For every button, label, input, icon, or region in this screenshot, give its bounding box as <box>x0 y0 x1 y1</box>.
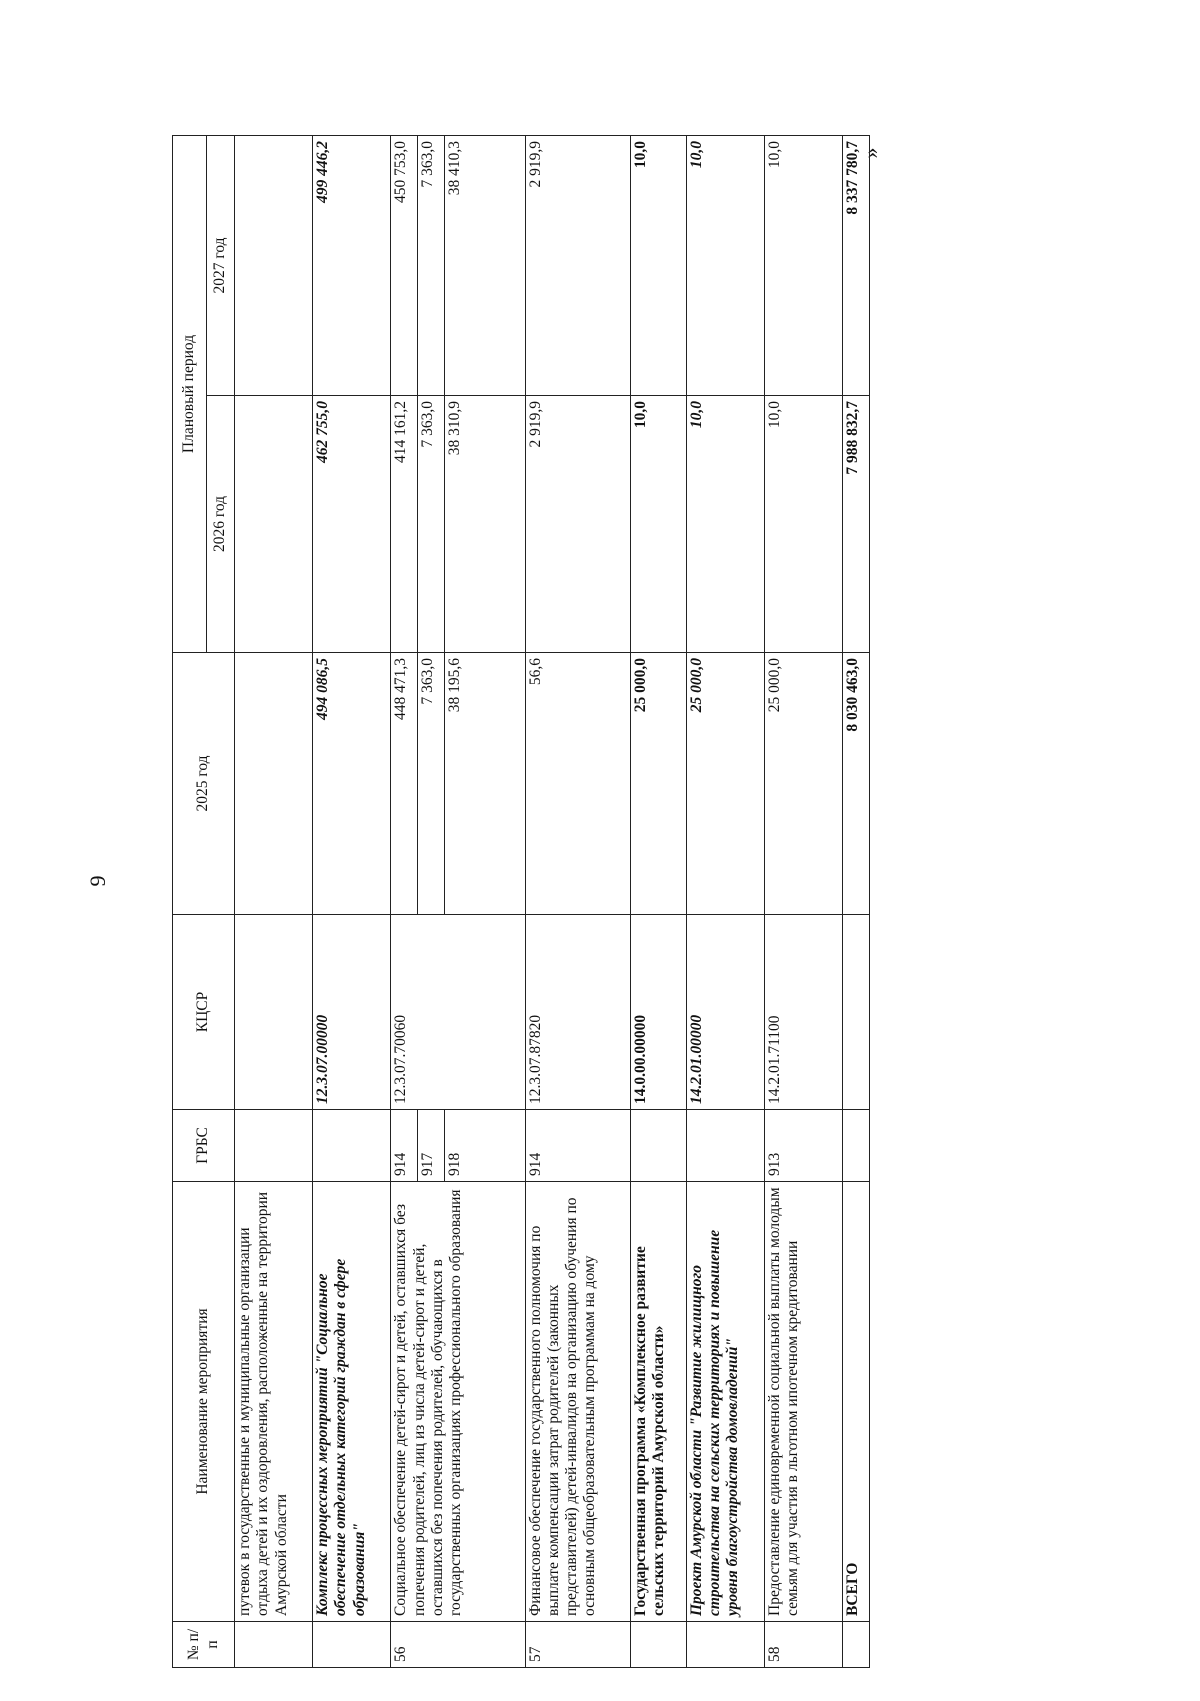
table-row <box>686 135 764 1667</box>
row-2025: 8 030 463,0 <box>843 653 870 915</box>
row-name: ВСЕГО <box>843 1182 870 1622</box>
row-2027: 10,0 <box>630 135 686 395</box>
row-name: Финансовое обеспечение государственного полномочия по выплате компенсации затрат родителей (законных представителей) детей-инвалидов на организацию обучения по основным общеобразовательным программам на дому <box>525 1182 630 1622</box>
row-name: Государственная программа «Комплексное развитие сельских территорий Амурской области» <box>630 1182 686 1622</box>
row-2026: 10,0 <box>686 396 764 653</box>
row-no: 56 <box>391 1622 525 1668</box>
row-2025: 38 195,6 <box>445 653 526 915</box>
row-grbs <box>686 1110 764 1182</box>
row-2025: 7 363,0 <box>418 653 445 915</box>
row-2025: 448 471,3 <box>391 653 418 915</box>
row-name: Комплекс процессных мероприятий "Социальное обеспечение отдельных категорий граждан в сфере образования" <box>313 1182 391 1622</box>
row-grbs <box>235 1110 313 1182</box>
header-name: Наименование мероприятия <box>173 1182 235 1622</box>
row-no <box>843 1622 870 1668</box>
row-kcsr: 12.3.07.00000 <box>313 915 391 1110</box>
table-row <box>764 135 842 1667</box>
budget-table <box>172 135 870 1668</box>
row-name: Проект Амурской области "Развитие жилищного строительства на сельских территориях и повышение уровня благоустройства домовладений" <box>686 1182 764 1622</box>
row-2026: 10,0 <box>764 396 842 653</box>
table-row <box>313 135 391 1667</box>
row-2025: 56,6 <box>525 653 630 915</box>
row-name: Социальное обеспечение детей-сирот и детей, оставшихся без попечения родителей, лиц из числа детей-сирот и детей, оставшихся без попечения родителей, обучающихся в государственных организациях профессионального образования <box>391 1182 525 1622</box>
row-grbs <box>630 1110 686 1182</box>
row-name: Предоставление единовременной социальной выплаты молодым семьям для участия в льготном ипотечном кредитовании <box>764 1182 842 1622</box>
row-2027: 2 919,9 <box>525 135 630 395</box>
row-2025: 494 086,5 <box>313 653 391 915</box>
row-2026: 10,0 <box>630 396 686 653</box>
row-grbs: 914 <box>525 1110 630 1182</box>
row-kcsr: 14.0.00.00000 <box>630 915 686 1110</box>
row-grbs: 917 <box>418 1110 445 1182</box>
header-plan-period: Плановый период <box>173 135 207 652</box>
row-2025 <box>235 653 313 915</box>
row-2027: 450 753,0 <box>391 135 418 395</box>
header-grbs: ГРБС <box>173 1110 235 1182</box>
row-kcsr: 14.2.01.00000 <box>686 915 764 1110</box>
table-row <box>391 135 418 1667</box>
row-kcsr <box>235 915 313 1110</box>
row-2025: 25 000,0 <box>630 653 686 915</box>
header-kcsr: КЦСР <box>173 915 235 1110</box>
row-grbs <box>313 1110 391 1182</box>
row-2027: 7 363,0 <box>418 135 445 395</box>
row-no: 58 <box>764 1622 842 1668</box>
row-2025: 25 000,0 <box>764 653 842 915</box>
header-2026: 2026 год <box>207 396 235 653</box>
row-2025: 25 000,0 <box>686 653 764 915</box>
row-no <box>313 1622 391 1668</box>
row-2027: 499 446,2 <box>313 135 391 395</box>
row-name: путевок в государственные и муниципальные организации отдыха детей и их оздоровления, расположенные на территории Амурской области <box>235 1182 313 1622</box>
row-kcsr: 14.2.01.71100 <box>764 915 842 1110</box>
table-row <box>525 135 630 1667</box>
row-kcsr: 12.3.07.70060 <box>391 915 525 1110</box>
row-2027: 10,0 <box>764 135 842 395</box>
row-2026: 7 988 832,7 <box>843 396 870 653</box>
row-2026: 2 919,9 <box>525 396 630 653</box>
header-no: № п/п <box>173 1622 235 1668</box>
row-2027 <box>235 135 313 395</box>
row-2026: 462 755,0 <box>313 396 391 653</box>
row-2026: 7 363,0 <box>418 396 445 653</box>
row-grbs: 918 <box>445 1110 526 1182</box>
row-2027: 10,0 <box>686 135 764 395</box>
row-kcsr: 12.3.07.87820 <box>525 915 630 1110</box>
row-2026 <box>235 396 313 653</box>
row-grbs: 913 <box>764 1110 842 1182</box>
table-row <box>630 135 686 1667</box>
header-2027: 2027 год <box>207 135 235 395</box>
row-grbs <box>843 1110 870 1182</box>
closing-quote: » <box>858 147 883 159</box>
row-2026: 414 161,2 <box>391 396 418 653</box>
row-no <box>235 1622 313 1668</box>
header-2025: 2025 год <box>173 653 235 915</box>
table-row-total <box>843 135 870 1667</box>
row-kcsr <box>843 915 870 1110</box>
row-no <box>630 1622 686 1668</box>
row-no: 57 <box>525 1622 630 1668</box>
row-2027: 8 337 780,7 <box>843 135 870 395</box>
row-2027: 38 410,3 <box>445 135 526 395</box>
row-2026: 38 310,9 <box>445 396 526 653</box>
budget-table-container <box>172 136 870 1668</box>
page-number: 9 <box>85 875 110 887</box>
table-row <box>235 135 313 1667</box>
row-no <box>686 1622 764 1668</box>
row-grbs: 914 <box>391 1110 418 1182</box>
